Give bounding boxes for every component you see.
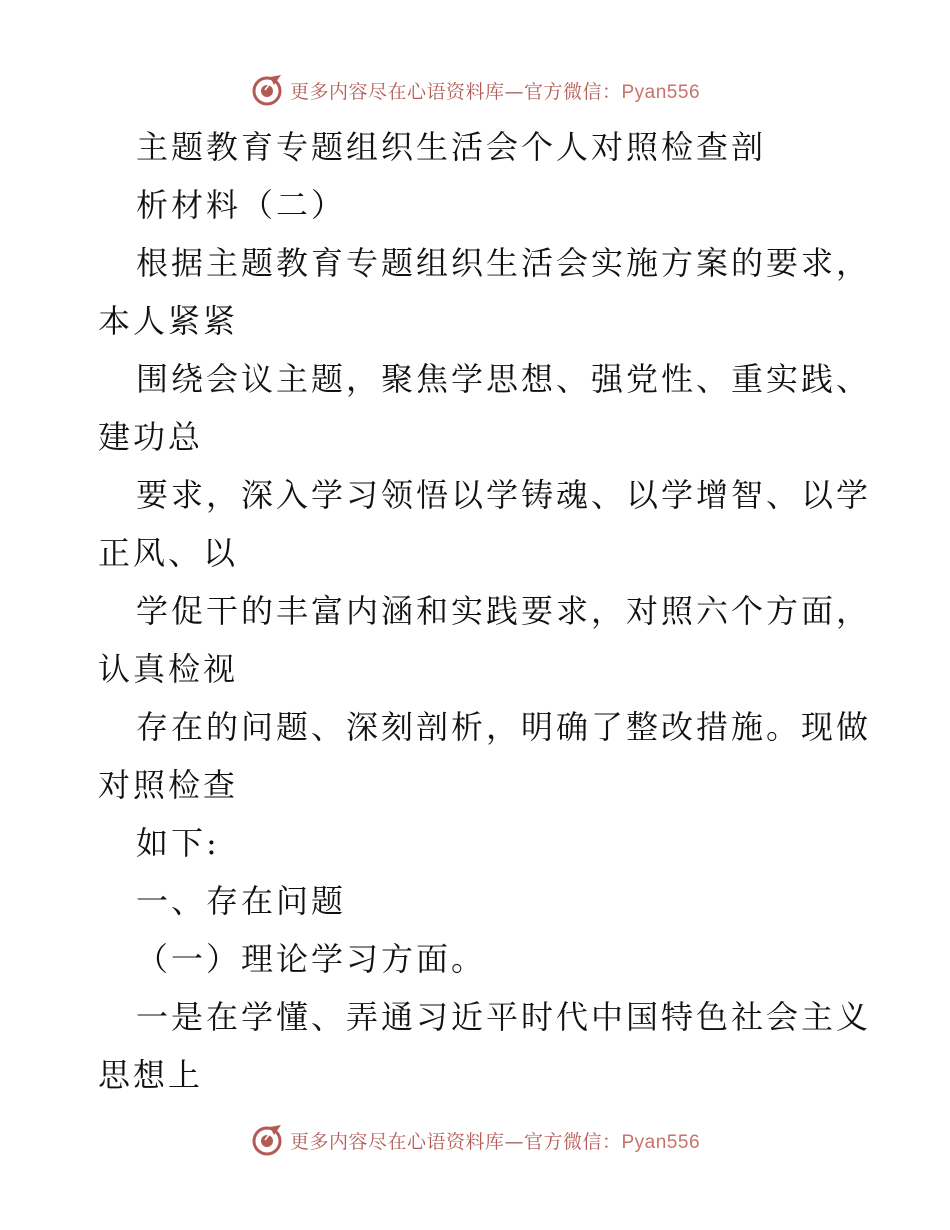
document-body bbox=[98, 118, 872, 1104]
header-banner-wechat-id: Pyan556 bbox=[621, 81, 701, 103]
header-banner-suffix: 官方微信： bbox=[523, 80, 622, 103]
text-line: 建功总 bbox=[98, 418, 204, 456]
footer-banner-suffix: 官方微信： bbox=[523, 1130, 622, 1153]
quill-circle-logo-icon bbox=[250, 73, 284, 107]
text-line: 主题教育专题组织生活会个人对照检查剖 bbox=[136, 128, 767, 166]
text-line: 认真检视 bbox=[98, 650, 239, 688]
text-line: 存在的问题、深刻剖析，明确了整改措施。现做 bbox=[136, 708, 872, 746]
text-line: 如下: bbox=[136, 824, 220, 862]
text-line: 思想上 bbox=[98, 1056, 204, 1094]
text-line: 根据主题教育专题组织生活会实施方案的要求， bbox=[136, 244, 872, 282]
footer-banner-separator: — bbox=[504, 1130, 524, 1153]
text-line: 本人紧紧 bbox=[98, 302, 239, 340]
header-banner bbox=[0, 70, 950, 110]
header-banner-text bbox=[290, 77, 700, 104]
footer-banner-wechat-id: Pyan556 bbox=[621, 1131, 701, 1153]
quill-circle-logo-icon bbox=[250, 1123, 284, 1157]
text-line: 正风、以 bbox=[98, 534, 239, 572]
footer-banner-title: 更多内容尽在心语资料库 bbox=[289, 1130, 505, 1153]
text-line: 对照检查 bbox=[98, 766, 239, 804]
header-banner-title: 更多内容尽在心语资料库 bbox=[289, 80, 505, 103]
footer-banner bbox=[0, 1120, 950, 1160]
text-line: 析材料（二） bbox=[136, 186, 347, 224]
header-banner-separator: — bbox=[504, 80, 524, 103]
text-line: 一是在学懂、弄通习近平时代中国特色社会主义 bbox=[136, 998, 872, 1036]
footer-banner-text bbox=[290, 1127, 700, 1154]
text-line: 围绕会议主题，聚焦学思想、强党性、重实践、 bbox=[136, 360, 872, 398]
text-line: 一、存在问题 bbox=[136, 882, 347, 920]
text-line: 学促干的丰富内涵和实践要求，对照六个方面， bbox=[136, 592, 872, 630]
text-line: （一）理论学习方面。 bbox=[136, 940, 487, 978]
text-line: 要求，深入学习领悟以学铸魂、以学增智、以学 bbox=[136, 476, 872, 514]
